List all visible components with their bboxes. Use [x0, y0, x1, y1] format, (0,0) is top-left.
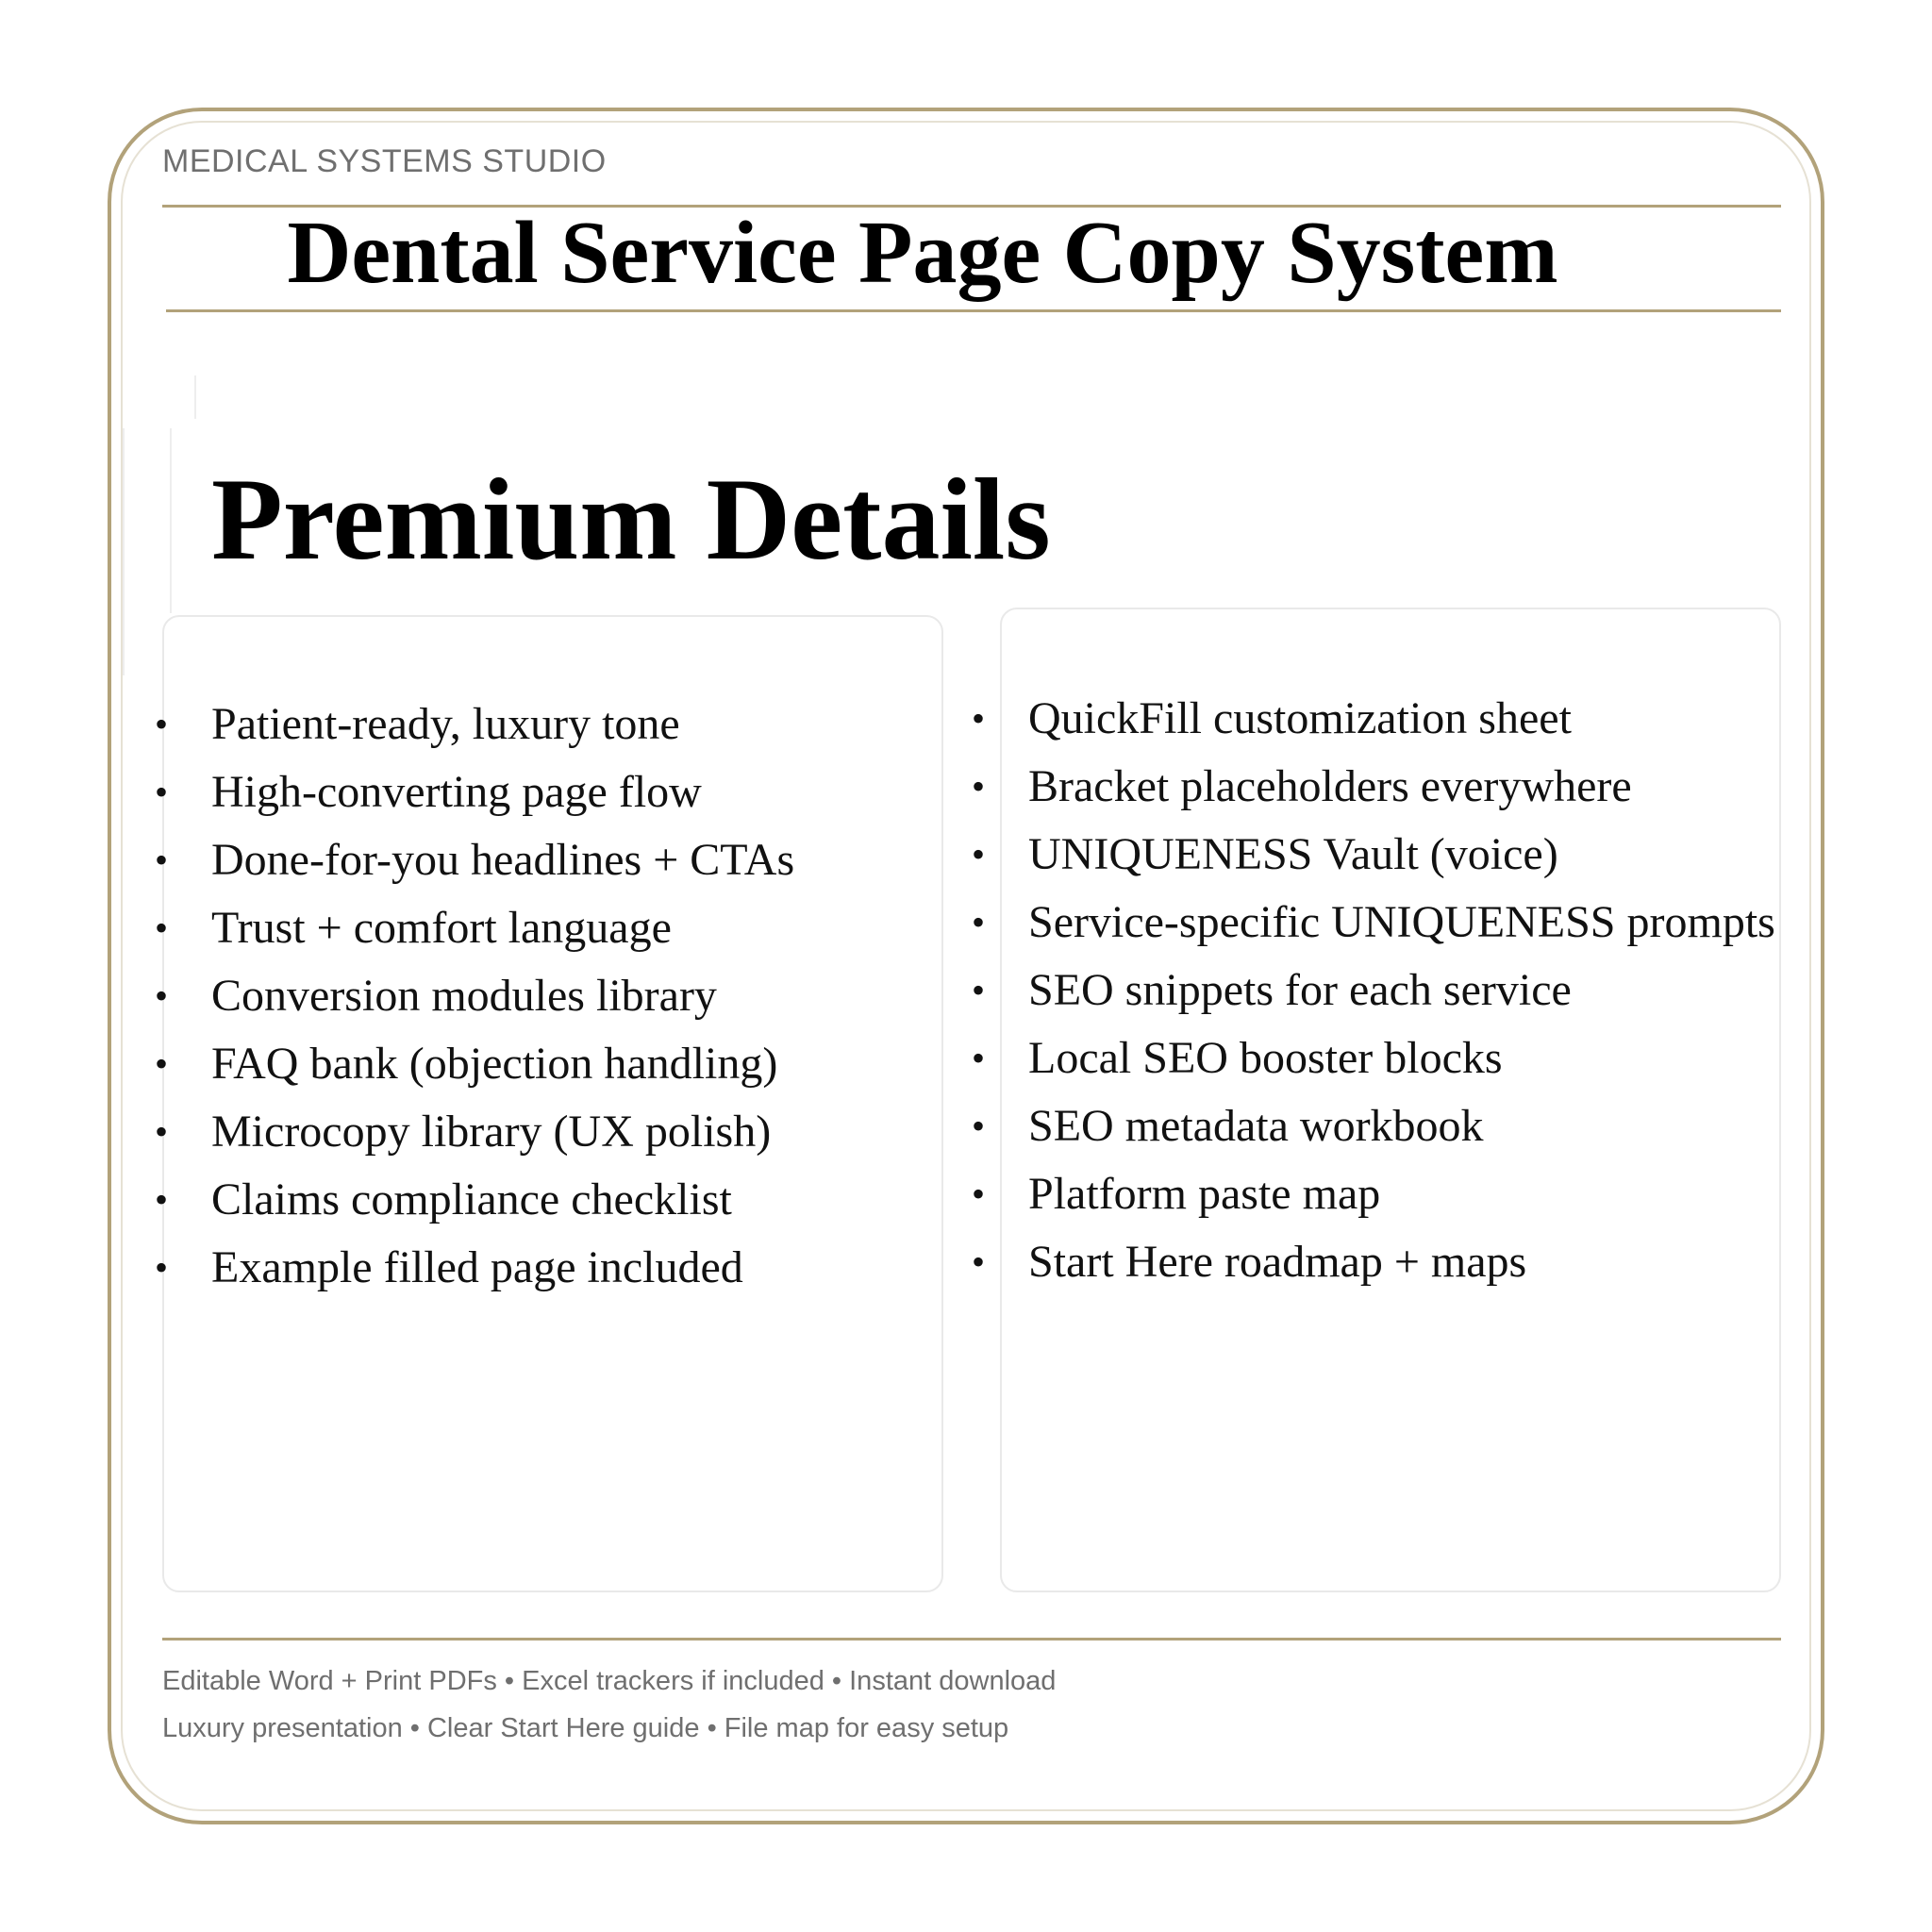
- bullet-icon: •: [972, 901, 986, 943]
- bullet-icon: •: [972, 1173, 986, 1215]
- bullet-icon: •: [155, 1042, 169, 1085]
- bullet-icon: •: [155, 839, 169, 881]
- bullet-icon: •: [155, 907, 169, 949]
- decorative-line: [194, 375, 196, 419]
- footer-line-formats: Editable Word + Print PDFs • Excel trackers if included • Instant download: [162, 1666, 1057, 1696]
- decorative-line: [170, 428, 172, 613]
- bullet-icon: •: [972, 1037, 986, 1079]
- page-title: Dental Service Page Copy System: [287, 204, 1558, 302]
- bullet-icon: •: [972, 833, 986, 875]
- bullet-icon: •: [972, 969, 986, 1011]
- bullet-icon: •: [155, 703, 169, 745]
- bullet-icon: •: [155, 1178, 169, 1221]
- decorative-line: [123, 428, 125, 675]
- bullet-icon: •: [972, 697, 986, 740]
- section-heading: Premium Details: [211, 455, 1051, 584]
- bullet-icon: •: [155, 1110, 169, 1153]
- bullet-icon: •: [972, 765, 986, 808]
- bullet-icon: •: [155, 974, 169, 1017]
- bullet-icon: •: [972, 1105, 986, 1147]
- bullet-icon: •: [155, 1246, 169, 1289]
- bullet-icon: •: [155, 771, 169, 813]
- footer-rule: [162, 1638, 1781, 1641]
- bullet-icon: •: [972, 1241, 986, 1283]
- title-bottom-rule: [166, 309, 1781, 312]
- studio-label: MEDICAL SYSTEMS STUDIO: [162, 143, 607, 179]
- footer-line-presentation: Luxury presentation • Clear Start Here guide • File map for easy setup: [162, 1713, 1009, 1743]
